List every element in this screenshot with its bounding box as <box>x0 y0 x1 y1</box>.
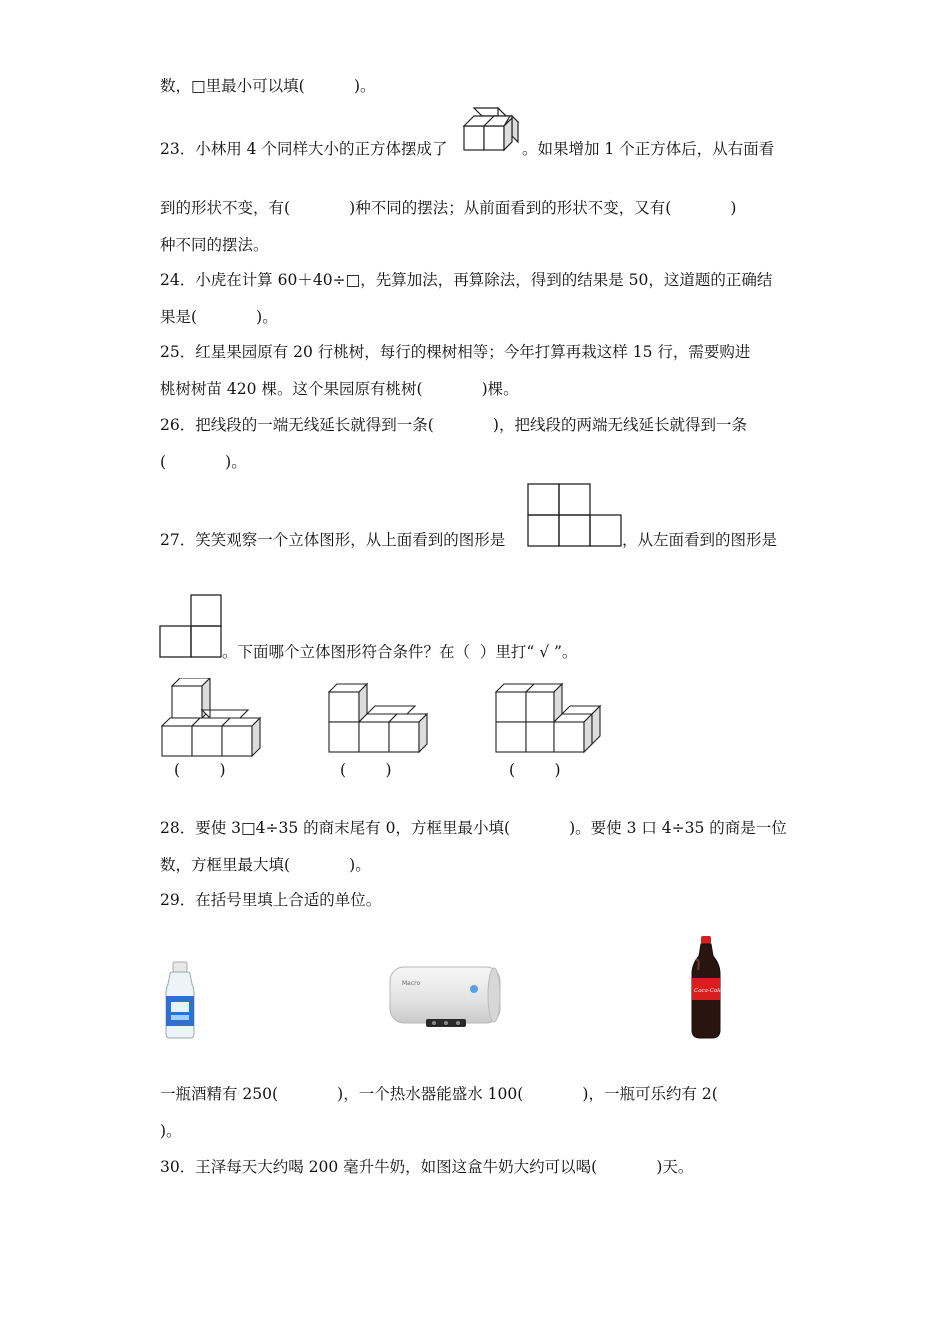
q29-line2: 一瓶酒精有 250( )，一个热水器能盛水 100( )，一瓶可乐约有 2( <box>160 1085 718 1103</box>
alcohol-bottle-image <box>160 960 200 1040</box>
q29-line3: )。 <box>160 1122 182 1140</box>
q27-line2: 。下面哪个立体图形符合条件？在（ ）里打“ √ ”。 <box>222 643 578 661</box>
cola-bottle-image <box>686 934 726 1040</box>
q27-option-a-answer[interactable]: ( ) <box>174 761 226 779</box>
q27-option-a-figure <box>160 678 264 758</box>
q22-line: 数，□里最小可以填( )。 <box>160 77 376 95</box>
q27-top-view-grid <box>527 483 623 547</box>
q27-left-view-grid <box>159 594 223 658</box>
q23-cube-figure <box>460 106 522 156</box>
q23-line2: 到的形状不变，有( )种不同的摆法；从前面看到的形状不变，又有( ) <box>160 199 737 217</box>
q25-line2: 桃树树苗 420 棵。这个果园原有桃树( )棵。 <box>160 380 519 398</box>
q27-line1-b: ，从左面看到的图形是 <box>622 531 778 549</box>
q28-line2: 数，方框里最大填( )。 <box>160 856 371 874</box>
q23-line1-a: 23．小林用 4 个同样大小的正方体摆成了 <box>160 140 448 158</box>
q27-line1-a: 27．笑笑观察一个立体图形，从上面看到的图形是 <box>160 531 506 549</box>
q28-line1: 28．要使 3□4÷35 的商末尾有 0，方框里最小填( )。要使 3 口 4÷35 的商是一位 <box>160 819 787 837</box>
q27-option-c-figure <box>494 682 604 754</box>
q26-line1: 26．把线段的一端无线延长就得到一条( )，把线段的两端无线延长就得到一条 <box>160 416 747 434</box>
cola-label-text: Coca-Cola <box>694 988 723 994</box>
q24-line1: 24．小虎在计算 60＋40÷□，先算加法，再算除法，得到的结果是 50，这道题的正确结 <box>160 271 773 289</box>
water-heater-image <box>388 963 503 1031</box>
q27-option-c-answer[interactable]: ( ) <box>509 761 561 779</box>
q24-line2: 果是( )。 <box>160 308 278 326</box>
q30-line1: 30．王泽每天大约喝 200 毫升牛奶，如图这盒牛奶大约可以喝( )天。 <box>160 1158 694 1176</box>
q23-line1-b: 。如果增加 1 个正方体后，从右面看 <box>522 140 775 158</box>
q27-option-b-figure <box>327 682 431 754</box>
q23-line3: 种不同的摆法。 <box>160 236 269 254</box>
q25-line1: 25．红星果园原有 20 行桃树，每行的棵树相等；今年打算再栽这样 15 行，需要购进 <box>160 343 751 361</box>
q26-line2: ( )。 <box>160 453 247 471</box>
q27-option-b-answer[interactable]: ( ) <box>340 761 392 779</box>
heater-brand-text: Macro <box>402 980 421 987</box>
q29-line1: 29．在括号里填上合适的单位。 <box>160 891 382 909</box>
